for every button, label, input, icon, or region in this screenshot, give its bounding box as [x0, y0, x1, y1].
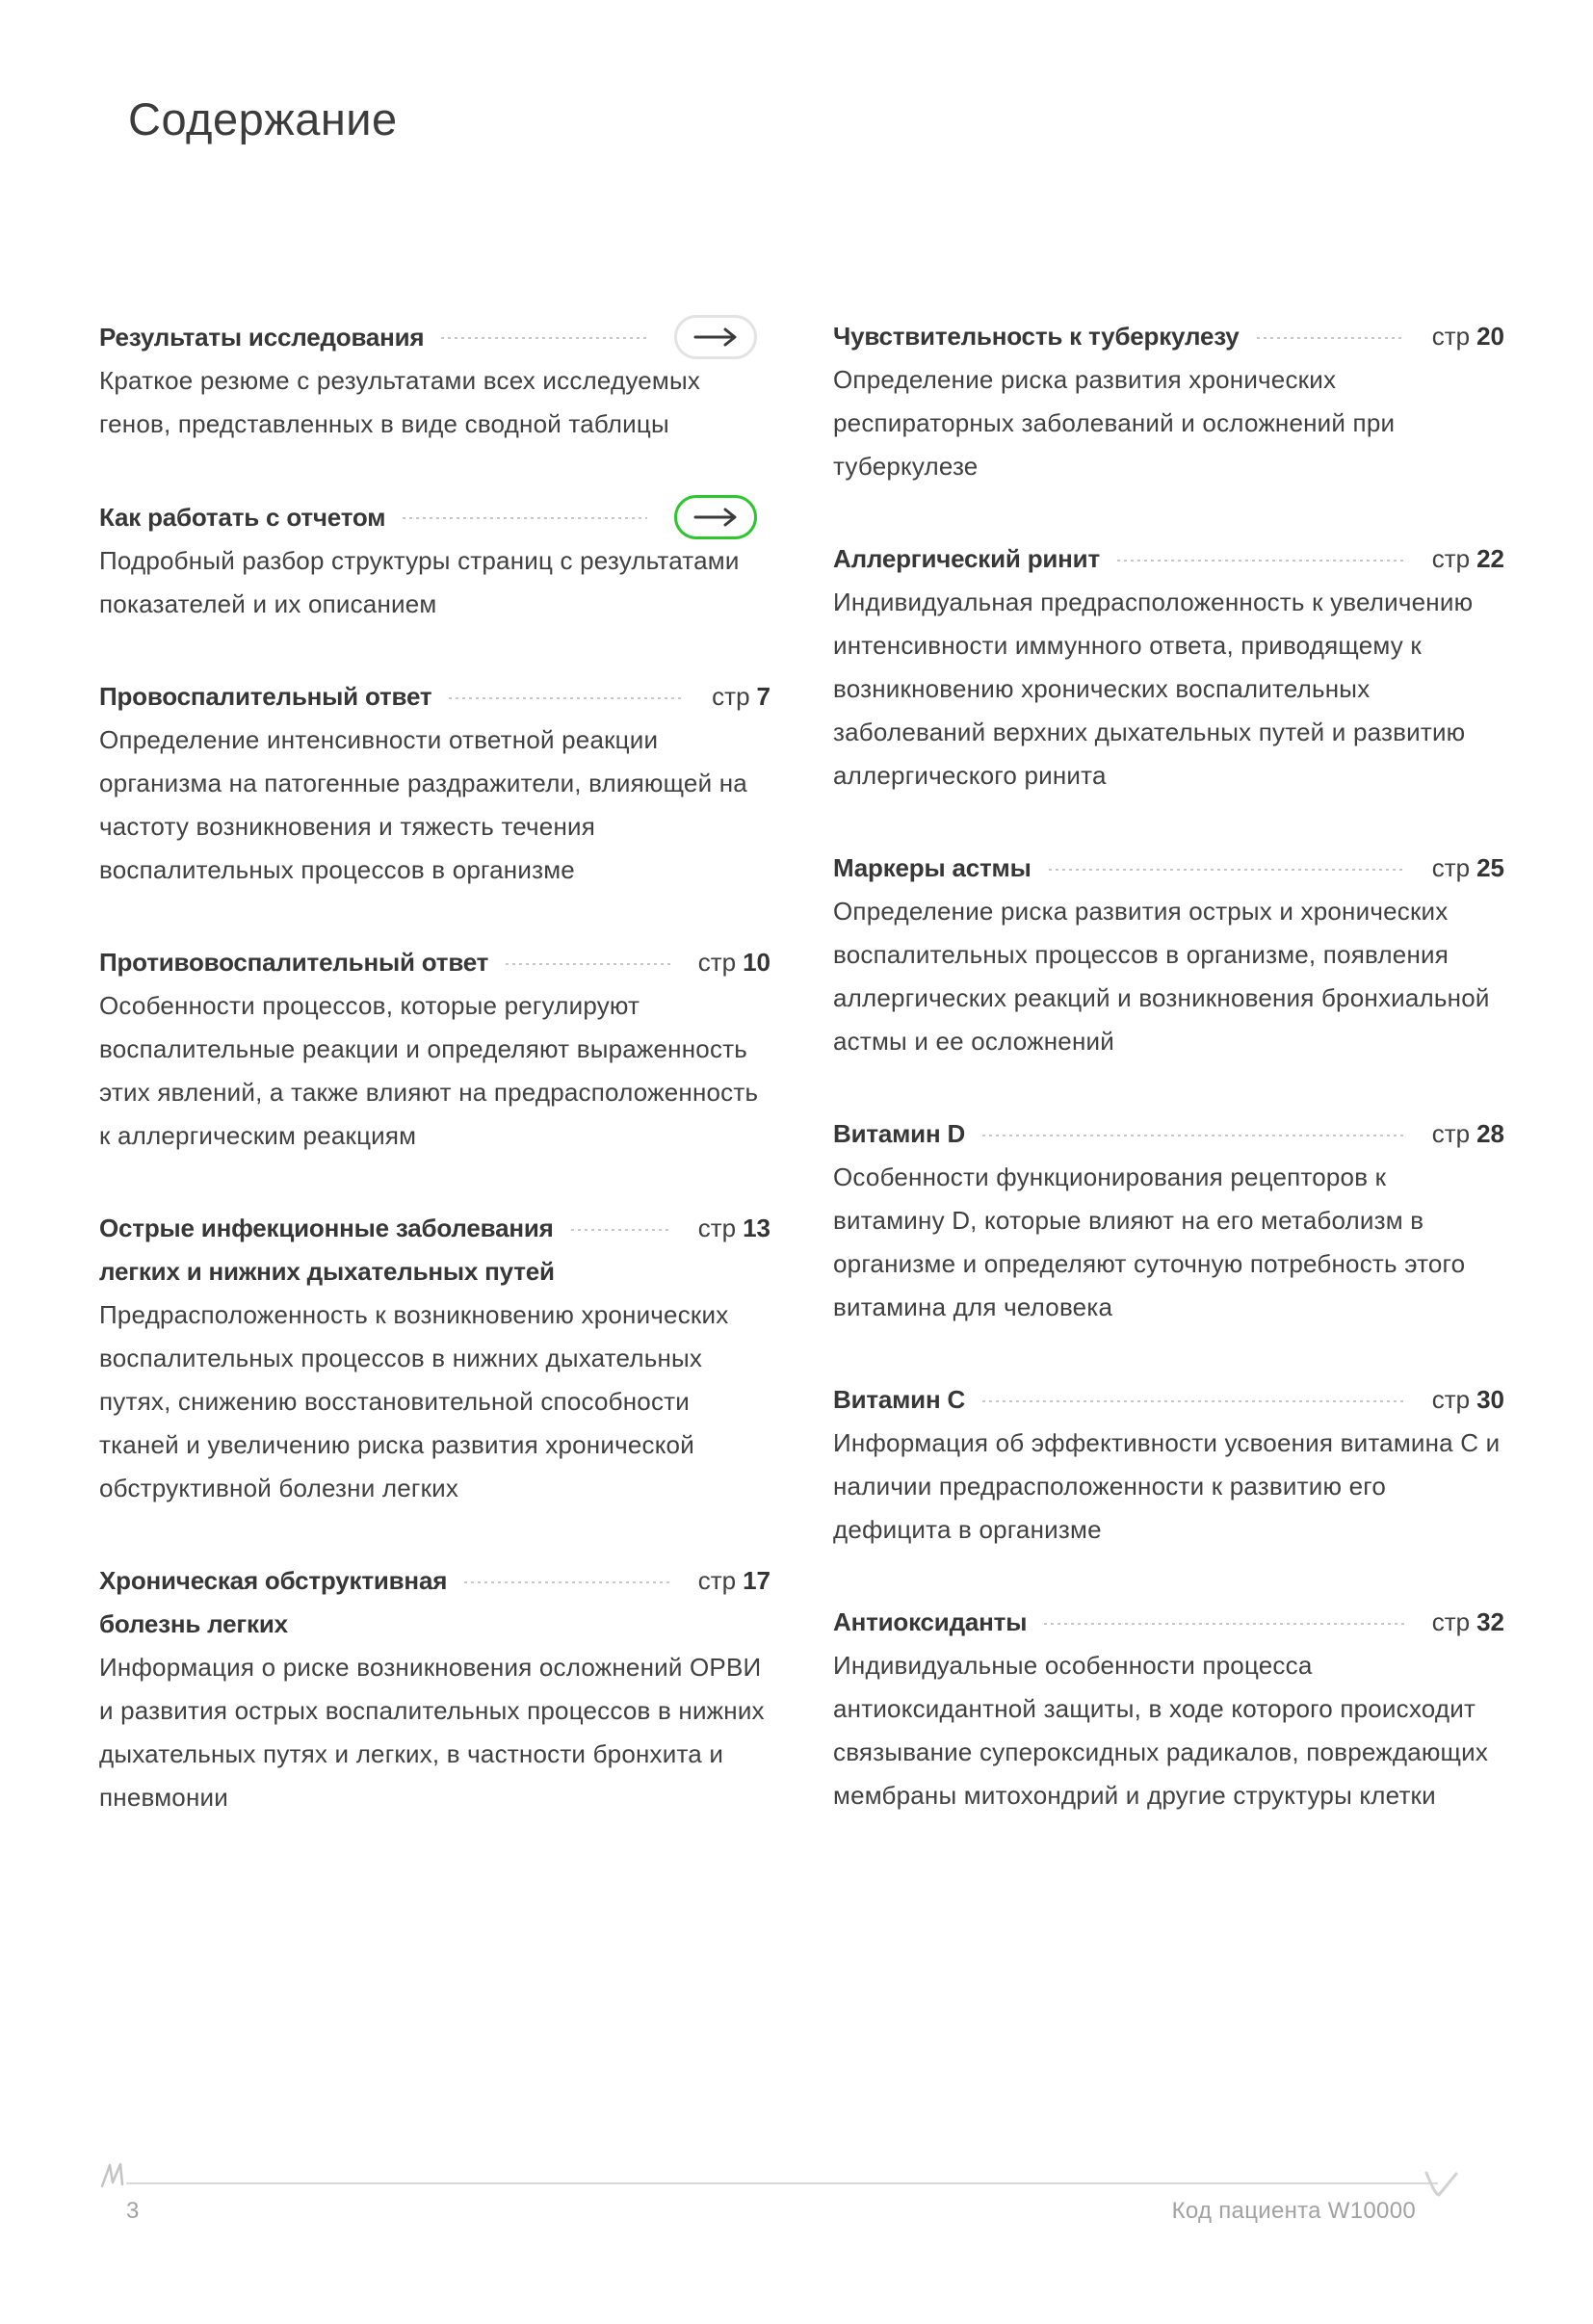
dotted-leader — [982, 1400, 1405, 1402]
toc-entry-description: Информация об эффективности усвоения витамина C и наличии предрасположенности к развитию его дефицита в организме — [833, 1428, 1501, 1544]
dotted-leader — [1049, 869, 1405, 871]
page-word: стр — [1431, 544, 1471, 573]
arrow-link-button[interactable] — [674, 315, 757, 359]
toc-entry-heading[interactable] — [833, 315, 1504, 358]
toc-entry-title: Антиоксиданты — [833, 1607, 1028, 1636]
page-number-value: 32 — [1476, 1607, 1504, 1636]
toc-entry-page-ref — [1432, 847, 1504, 890]
page-word: стр — [1431, 853, 1471, 882]
toc-entry — [833, 315, 1504, 488]
toc-entry — [99, 1207, 770, 1510]
page-number-value: 30 — [1476, 1385, 1504, 1414]
dotted-leader — [1044, 1623, 1405, 1625]
page-number-value: 17 — [743, 1566, 770, 1595]
toc — [99, 315, 1593, 1868]
page-number: 3 — [126, 2198, 140, 2224]
toc-entry-heading[interactable] — [833, 1378, 1504, 1422]
patient-code: Код пациента W10000 — [1171, 2198, 1416, 2224]
toc-entry — [833, 1378, 1504, 1552]
toc-entry-heading[interactable] — [99, 941, 770, 984]
toc-entry-title: Хроническая обструктивная — [99, 1566, 448, 1595]
toc-entry-heading[interactable] — [99, 315, 770, 359]
toc-entry — [833, 537, 1504, 797]
toc-entry-heading[interactable] — [99, 1207, 770, 1250]
page-title: Содержание — [128, 93, 398, 144]
page-word: стр — [1431, 322, 1471, 351]
page-number-value: 13 — [743, 1214, 770, 1242]
toc-entry-page-ref — [1432, 1378, 1504, 1422]
toc-entry-title: Острые инфекционные заболевания — [99, 1214, 554, 1242]
dotted-leader — [403, 517, 647, 519]
toc-entry-title: Витамин C — [833, 1385, 966, 1414]
toc-entry-description: Индивидуальная предрасположенность к увеличению интенсивности иммунного ответа, приводящему к возникновению хронических воспалительных заболеваний верхних дыхательных путей и развитию аллергического ринита — [833, 588, 1474, 790]
footer-divider — [126, 2182, 1438, 2184]
toc-entry-page-ref — [698, 941, 770, 984]
toc-entry — [99, 495, 770, 626]
toc-entry-title-line2: легких и нижних дыхательных путей — [99, 1257, 555, 1286]
toc-entry-heading[interactable] — [833, 1601, 1504, 1644]
page-word: стр — [697, 1566, 737, 1595]
dotted-leader — [464, 1581, 671, 1583]
toc-entry — [833, 1112, 1504, 1329]
toc-entry-description: Подробный разбор структуры страниц с результатами показателей и их описанием — [99, 546, 740, 618]
toc-entry-description: Индивидуальные особенности процесса антиоксидантной защиты, в ходе которого происходит связывание супероксидных радикалов, повреждающих мембраны митохондрий и другие структуры клетки — [833, 1651, 1489, 1810]
page-word: стр — [712, 682, 750, 711]
toc-column-left — [99, 315, 770, 1868]
toc-entry-title: Как работать с отчетом — [99, 502, 386, 532]
toc-entry-title: Провоспалительный ответ — [99, 682, 432, 711]
toc-entry-description: Предрасположенность к возникновению хронических воспалительных процессов в нижних дыхательных путях, снижению восстановительной способности тканей и увеличению риска развития хронической обструктивной болезни легких — [99, 1300, 729, 1502]
toc-entry — [833, 1601, 1504, 1817]
toc-entry-title: Витамин D — [833, 1119, 966, 1148]
page-word: стр — [697, 948, 737, 977]
toc-entry — [99, 1559, 770, 1819]
toc-entry — [99, 315, 770, 446]
dotted-leader — [506, 963, 670, 965]
footer-text-row — [126, 2198, 1416, 2225]
page-word: стр — [1431, 1385, 1471, 1414]
toc-entry-heading[interactable] — [99, 495, 770, 539]
toc-entry — [833, 847, 1504, 1063]
dotted-leader — [982, 1135, 1405, 1136]
toc-entry-description: Определение интенсивности ответной реакции организма на патогенные раздражители, влияющей на частоту возникновения и тяжесть течения воспалительных процессов в организме — [99, 725, 747, 884]
toc-entry-description: Определение риска развития острых и хронических воспалительных процессов в организме, появления аллергических реакций и возникновения бронхиальной астмы и ее осложнений — [833, 897, 1490, 1056]
dotted-leader — [449, 697, 685, 699]
toc-entry-page-ref — [698, 1559, 770, 1603]
toc-entry-description: Информация о риске возникновения осложнений ОРВИ и развития острых воспалительных процессов в нижних дыхательных путях и легких, в частности бронхита и пневмонии — [99, 1653, 765, 1812]
page-word: стр — [697, 1214, 737, 1242]
check-scribble-icon — [1423, 2171, 1464, 2198]
toc-entry-description: Определение риска развития хронических респираторных заболеваний и осложнений при туберкулезе — [833, 365, 1396, 481]
toc-entry — [99, 675, 770, 892]
arrow-link-button[interactable] — [674, 495, 757, 539]
toc-column-right — [833, 315, 1504, 1868]
dotted-leader — [441, 337, 647, 339]
toc-entry-page-ref — [1432, 1601, 1504, 1644]
toc-entry-heading[interactable] — [833, 1112, 1504, 1156]
page-number-value: 25 — [1476, 853, 1504, 882]
toc-entry-heading[interactable] — [99, 675, 770, 718]
toc-entry-title-line2: болезнь легких — [99, 1609, 288, 1638]
page-word: стр — [1431, 1607, 1471, 1636]
page-number-value: 28 — [1476, 1119, 1504, 1148]
toc-entry-title: Противовоспалительный ответ — [99, 948, 489, 977]
page-number-value: 7 — [756, 682, 770, 711]
toc-entry-page-ref — [1432, 537, 1504, 581]
page-word: стр — [1431, 1119, 1471, 1148]
page-number-value: 10 — [743, 948, 770, 977]
toc-entry-heading[interactable] — [833, 847, 1504, 890]
dotted-leader — [1117, 560, 1405, 561]
toc-entry — [99, 941, 770, 1158]
toc-entry-heading[interactable] — [833, 537, 1504, 581]
toc-entry-title: Результаты исследования — [99, 322, 425, 352]
toc-entry-description: Особенности функционирования рецепторов к витамину D, которые влияют на его метаболизм в организме и определяют суточную потребность этого витамина для человека — [833, 1162, 1466, 1321]
page-number-value: 22 — [1476, 544, 1504, 573]
arrow-right-icon — [693, 327, 738, 347]
dotted-leader — [571, 1229, 671, 1231]
arrow-right-icon — [693, 508, 738, 527]
toc-entry-title: Аллергический ринит — [833, 544, 1100, 573]
toc-entry-page-ref — [698, 1207, 770, 1250]
page-number-value: 20 — [1476, 322, 1504, 351]
toc-entry-title: Чувствительность к туберкулезу — [833, 322, 1240, 351]
toc-entry-page-ref — [1432, 1112, 1504, 1156]
page-footer — [0, 2165, 1593, 2281]
toc-entry-page-ref — [712, 675, 770, 718]
toc-entry-page-ref — [1432, 315, 1504, 358]
toc-entry-title: Маркеры астмы — [833, 853, 1032, 882]
dotted-leader — [1257, 337, 1405, 339]
toc-entry-heading[interactable] — [99, 1559, 770, 1603]
toc-entry-description: Краткое резюме с результатами всех исследуемых генов, представленных в виде сводной таблицы — [99, 366, 701, 438]
toc-entry-description: Особенности процессов, которые регулируют воспалительные реакции и определяют выраженность этих явлений, а также влияют на предрасположенность к аллергическим реакциям — [99, 991, 759, 1150]
